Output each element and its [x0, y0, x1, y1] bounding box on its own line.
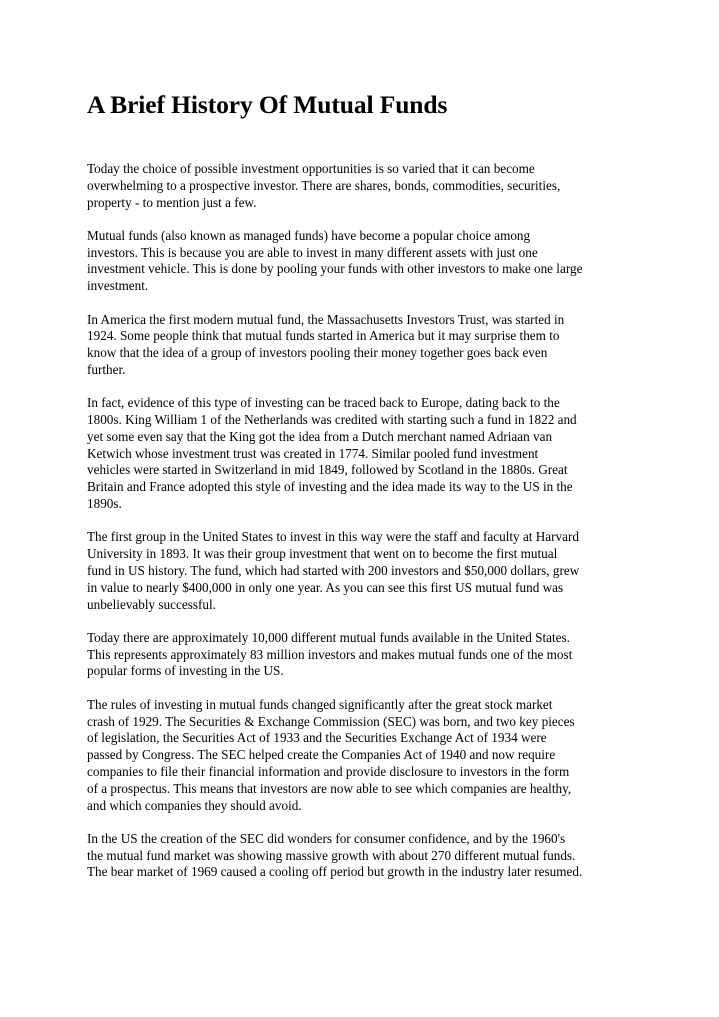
document-title: A Brief History Of Mutual Funds [87, 90, 448, 119]
text-line: University in 1893. It was their group investment that went on to become the first mutual [87, 546, 558, 562]
text-line: investment vehicle. This is done by pooling your funds with other investors to make one large [87, 261, 583, 277]
text-line: The bear market of 1969 caused a cooling off period but growth in the industry later resumed. [87, 864, 583, 880]
text-line: and which companies they should avoid. [87, 797, 302, 813]
text-line: unbelievably successful. [87, 596, 216, 612]
text-line: the mutual fund market was showing massive growth with about 270 different mutual funds. [87, 847, 576, 863]
text-line: investment. [87, 278, 149, 294]
text-line: companies to file their financial information and provide disclosure to investors in the form [87, 763, 570, 779]
text-line: 1890s. [87, 496, 122, 512]
text-line: fund in US history. The fund, which had started with 200 investors and $50,000 dollars, grew [87, 562, 580, 578]
paragraph [87, 697, 647, 815]
text-line: know that the idea of a group of investors pooling their money together goes back even [87, 345, 548, 361]
text-line: further. [87, 361, 126, 377]
paragraph [87, 228, 647, 295]
text-line: Britain and France adopted this style of investing and the idea made its way to the US in the [87, 479, 573, 495]
text-line: vehicles were started in Switzerland in mid 1849, followed by Scotland in the 1880s. Great [87, 462, 568, 478]
text-line: of a prospectus. This means that investors are now able to see which companies are healthy, [87, 780, 572, 796]
text-line: The rules of investing in mutual funds changed significantly after the great stock market [87, 696, 553, 712]
text-line: This represents approximately 83 million investors and makes mutual funds one of the most [87, 646, 573, 662]
text-line: In the US the creation of the SEC did wonders for consumer confidence, and by the 1960's [87, 830, 566, 846]
text-line: in value to nearly $400,000 in only one year. As you can see this first US mutual fund was [87, 579, 564, 595]
text-line: investors. This is because you are able to invest in many different assets with just one [87, 244, 538, 260]
paragraph [87, 161, 647, 211]
paragraph [87, 630, 647, 680]
text-line: popular forms of investing in the US. [87, 663, 284, 679]
text-line: Ketwich whose investment trust was created in 1774. Similar pooled fund investment [87, 445, 539, 461]
document-page [87, 88, 647, 898]
text-line: Today the choice of possible investment opportunities is so varied that it can become [87, 161, 535, 176]
paragraph [87, 395, 647, 513]
text-line: In fact, evidence of this type of investing can be traced back to Europe, dating back to the [87, 395, 560, 411]
text-line: of legislation, the Securities Act of 1933 and the Securities Exchange Act of 1934 were [87, 730, 547, 746]
text-line: Today there are approximately 10,000 different mutual funds available in the United States. [87, 629, 570, 645]
text-line: In America the first modern mutual fund, the Massachusetts Investors Trust, was started in [87, 311, 565, 327]
text-line: yet some even say that the King got the idea from a Dutch merchant named Adriaan van [87, 428, 553, 444]
paragraph [87, 831, 647, 881]
text-line: passed by Congress. The SEC helped create the Companies Act of 1940 and now require [87, 747, 556, 763]
text-line: The first group in the United States to invest in this way were the staff and faculty at Harvard [87, 529, 579, 545]
text-line: 1924. Some people think that mutual funds started in America but it may surprise them to [87, 328, 560, 344]
paragraph [87, 312, 647, 379]
text-line: property - to mention just a few. [87, 194, 257, 210]
text-line: crash of 1929. The Securities & Exchange Commission (SEC) was born, and two key pieces [87, 713, 575, 729]
text-line: overwhelming to a prospective investor. There are shares, bonds, commodities, securities, [87, 177, 561, 193]
text-line: Mutual funds (also known as managed funds) have become a popular choice among [87, 227, 531, 243]
paragraph [87, 529, 647, 613]
text-line: 1800s. King William 1 of the Netherlands was credited with starting such a fund in 1822 and [87, 412, 577, 428]
document-body [87, 161, 647, 881]
